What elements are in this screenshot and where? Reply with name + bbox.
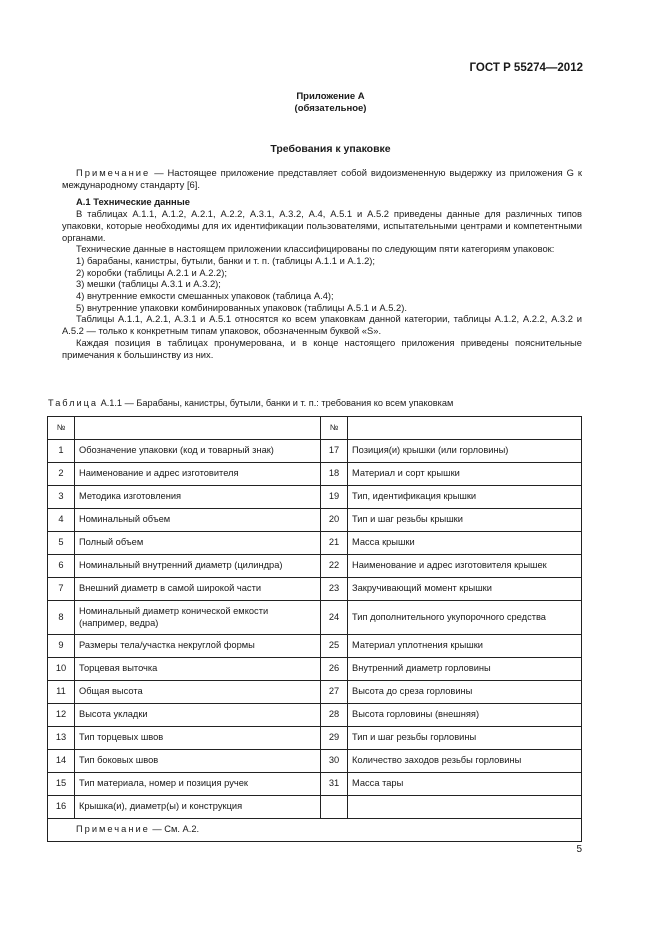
table-row — [48, 681, 582, 704]
item-text — [348, 796, 582, 819]
item-text: Высота укладки — [75, 704, 321, 727]
item-number: 1 — [48, 440, 75, 463]
item-number: 23 — [321, 578, 348, 601]
list-item: 1) барабаны, канистры, бутыли, банки и т. п. (таблицы А.1.1 и А.1.2); — [76, 254, 376, 266]
item-number: 25 — [321, 635, 348, 658]
item-text: Позиция(и) крышки (или горловины) — [348, 440, 582, 463]
column-number-header: № — [321, 417, 348, 440]
item-text: Высота до среза горловины — [348, 681, 582, 704]
requirements-table — [47, 416, 582, 842]
item-number: 26 — [321, 658, 348, 681]
table-row — [48, 704, 582, 727]
column-number-header: № — [48, 417, 75, 440]
intro-note-text: — Настоящее приложение представляет собой видоизмененную выдержку из приложения G к международному стандарту [6]. — [62, 167, 582, 190]
table-row — [48, 532, 582, 555]
table-row — [48, 796, 582, 819]
item-number: 13 — [48, 727, 75, 750]
item-text: Номинальный объем — [75, 509, 321, 532]
item-number: 21 — [321, 532, 348, 555]
paragraph-2: Технические данные в настоящем приложении классифицированы по следующим пяти категориям упаковок: — [76, 243, 555, 255]
table-caption-label: Таблица — [48, 398, 99, 408]
item-text: Материал уплотнения крышки — [348, 635, 582, 658]
item-text: Тип боковых швов — [75, 750, 321, 773]
list-item: 2) коробки (таблицы А.2.1 и А.2.2); — [76, 266, 227, 278]
table-note-text: — См. А.2. — [152, 824, 200, 835]
item-text: Тип торцевых швов — [75, 727, 321, 750]
item-text: Количество заходов резьбы горловины — [348, 750, 582, 773]
item-number: 2 — [48, 463, 75, 486]
table-row — [48, 509, 582, 532]
item-number: 31 — [321, 773, 348, 796]
appendix-name: Приложение А — [296, 91, 365, 102]
table-caption — [48, 398, 453, 408]
item-text: Обозначение упаковки (код и товарный знак) — [75, 440, 321, 463]
item-number: 4 — [48, 509, 75, 532]
table-row — [48, 635, 582, 658]
intro-note — [62, 167, 582, 190]
item-text: Торцевая выточка — [75, 658, 321, 681]
item-number: 6 — [48, 555, 75, 578]
item-text: Наименование и адрес изготовителя — [75, 463, 321, 486]
item-text: Высота горловины (внешняя) — [348, 704, 582, 727]
intro-note-label: Примечание — [76, 167, 151, 178]
item-number — [321, 796, 348, 819]
table-row — [48, 658, 582, 681]
list-item: 3) мешки (таблицы А.3.1 и А.3.2); — [76, 278, 221, 290]
item-number: 24 — [321, 601, 348, 635]
item-number: 12 — [48, 704, 75, 727]
item-text: Внутренний диаметр горловины — [348, 658, 582, 681]
item-number: 11 — [48, 681, 75, 704]
item-number: 19 — [321, 486, 348, 509]
item-text: Тип дополнительного укупорочного средства — [348, 601, 582, 635]
table-note-label: Примечание — [76, 824, 150, 835]
item-text: Тип материала, номер и позиция ручек — [75, 773, 321, 796]
item-text: Крышка(и), диаметр(ы) и конструкция — [75, 796, 321, 819]
item-text: Полный объем — [75, 532, 321, 555]
table-row — [48, 555, 582, 578]
item-number: 17 — [321, 440, 348, 463]
item-number: 18 — [321, 463, 348, 486]
table-row — [48, 578, 582, 601]
item-number: 10 — [48, 658, 75, 681]
item-text: Закручивающий момент крышки — [348, 578, 582, 601]
appendix-status: (обязательное) — [294, 103, 367, 114]
item-number: 9 — [48, 635, 75, 658]
item-text: Масса крышки — [348, 532, 582, 555]
item-number: 27 — [321, 681, 348, 704]
item-number: 7 — [48, 578, 75, 601]
item-text: Тип и шаг резьбы крышки — [348, 509, 582, 532]
list-item: 4) внутренние емкости смешанных упаковок (таблица А.4); — [76, 290, 334, 302]
paragraph-1: В таблицах А.1.1, А.1.2, А.2.1, А.2.2, А.3.1, А.3.2, А.4, А.5.1 и А.5.2 приведены данные для различных типов упаковки, которые необходимы для их идентификации пользователями, испытательными центрами и компетентными органами. — [62, 208, 582, 243]
paragraph-3: Таблицы А.1.1, А.2.1, А.3.1 и А.5.1 относятся ко всем упаковкам данной категории, таблицы А.1.2, А.2.2, А.3.2 и А.5.2 — только к конкретным типам упаковок, обозначенным буквой «S». — [62, 313, 582, 337]
body-text — [62, 167, 582, 360]
item-text: Масса тары — [348, 773, 582, 796]
item-number: 5 — [48, 532, 75, 555]
item-text: Размеры тела/участка некруглой формы — [75, 635, 321, 658]
table-note — [48, 819, 582, 842]
table-row — [48, 601, 582, 635]
item-number: 3 — [48, 486, 75, 509]
page-number: 5 — [576, 844, 582, 855]
table-caption-text: А.1.1 — Барабаны, канистры, бутыли, банки и т. п.: требования ко всем упаковкам — [100, 398, 454, 408]
table-row — [48, 727, 582, 750]
item-number: 29 — [321, 727, 348, 750]
page-title: Требования к упаковке — [270, 143, 391, 155]
item-text: Номинальный внутренний диаметр (цилиндра) — [75, 555, 321, 578]
item-number: 14 — [48, 750, 75, 773]
item-number: 30 — [321, 750, 348, 773]
table-header-row — [48, 417, 582, 440]
item-text: Общая высота — [75, 681, 321, 704]
item-text: Тип, идентификация крышки — [348, 486, 582, 509]
item-number: 28 — [321, 704, 348, 727]
section-heading: А.1 Технические данные — [76, 196, 190, 208]
item-text: Методика изготовления — [75, 486, 321, 509]
paragraph-4: Каждая позиция в таблицах пронумерована, и в конце настоящего приложения приведены пояснительные примечания к большинству из них. — [62, 336, 582, 360]
table-note-row — [48, 819, 582, 842]
item-text: Тип и шаг резьбы горловины — [348, 727, 582, 750]
table-row — [48, 773, 582, 796]
item-number: 20 — [321, 509, 348, 532]
item-text: Внешний диаметр в самой широкой части — [75, 578, 321, 601]
standard-designation: ГОСТ Р 55274—2012 — [469, 62, 583, 74]
item-number: 15 — [48, 773, 75, 796]
item-number: 22 — [321, 555, 348, 578]
column-item-header — [75, 417, 321, 440]
table-row — [48, 486, 582, 509]
item-number: 8 — [48, 601, 75, 635]
item-number: 16 — [48, 796, 75, 819]
list-item: 5) внутренние упаковки комбинированных упаковок (таблицы А.5.1 и А.5.2). — [76, 301, 407, 313]
table-row — [48, 463, 582, 486]
table-row — [48, 440, 582, 463]
column-item-header — [348, 417, 582, 440]
table-row — [48, 750, 582, 773]
item-text: Материал и сорт крышки — [348, 463, 582, 486]
item-text: Номинальный диаметр конической емкости (например, ведра) — [75, 601, 321, 635]
item-text: Наименование и адрес изготовителя крышек — [348, 555, 582, 578]
